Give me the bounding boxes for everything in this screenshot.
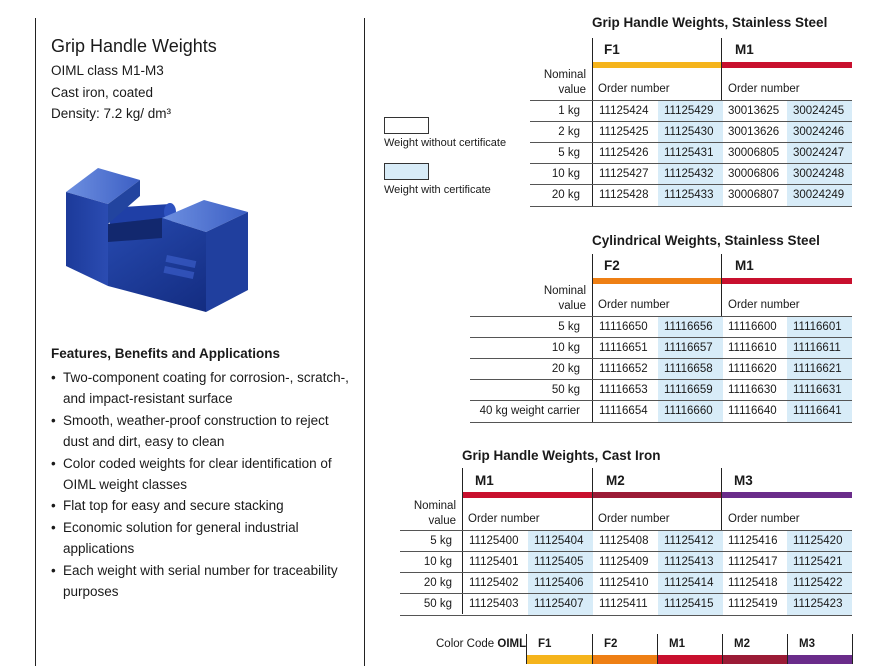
nominal-value-cell: 20 kg [551, 363, 580, 375]
nominal-value-cell: 10 kg [423, 556, 452, 568]
color-code-oiml: OIML [497, 638, 527, 650]
nominal-value-cell: 5 kg [430, 535, 452, 547]
order-number-with-certificate: 11125432 [658, 164, 723, 185]
feature-item: • Each weight with serial number for traceability purposes [51, 560, 351, 603]
order-number-with-certificate: 11125433 [658, 185, 723, 206]
order-number-with-certificate: 11125415 [658, 594, 723, 615]
color-code-bar-f1 [527, 655, 592, 664]
table-title: Grip Handle Weights, Stainless Steel [592, 15, 828, 30]
order-number-with-certificate: 11125420 [787, 531, 852, 552]
color-code-label-f1: F1 [538, 638, 552, 650]
order-number-with-certificate: 11116659 [658, 380, 723, 401]
order-number-header: Order number [468, 513, 540, 525]
legend-with-certificate-label: Weight with certificate [384, 184, 491, 196]
order-number-without-certificate: 11125400 [469, 535, 519, 547]
order-number-with-certificate: 11116660 [658, 401, 723, 422]
order-number-without-certificate: 11125402 [469, 577, 519, 589]
order-number-with-certificate: 11125412 [658, 531, 723, 552]
table-row [530, 142, 852, 164]
order-number-with-certificate: 11125414 [658, 573, 723, 594]
order-number-without-certificate: 11116640 [728, 405, 777, 417]
nominal-value-cell: 1 kg [558, 105, 580, 117]
color-code-m2 [722, 634, 788, 664]
order-number-with-certificate: 11125405 [528, 552, 593, 573]
order-number-with-certificate: 11116658 [658, 359, 723, 380]
feature-item: • Two-component coating for corrosion-, scratch-, and impact-resistant surface [51, 367, 351, 410]
order-number-with-certificate: 30024247 [787, 143, 852, 164]
grip-handle-weight-image [62, 162, 262, 342]
order-number-with-certificate: 11125407 [528, 594, 593, 615]
feature-item: • Smooth, weather-proof construction to reject dust and dirt, easy to clean [51, 410, 351, 453]
table-row [470, 379, 852, 401]
order-number-with-certificate: 11125431 [658, 143, 723, 164]
table-row [400, 551, 852, 573]
order-number-without-certificate: 11116654 [599, 405, 648, 417]
order-number-with-certificate: 11125423 [787, 594, 852, 615]
color-code-prefix: Color Code [436, 638, 498, 650]
order-number-with-certificate: 11125406 [528, 573, 593, 594]
color-code-label-m1: M1 [669, 638, 685, 650]
order-number-without-certificate: 11116650 [599, 321, 648, 333]
order-number-with-certificate: 30024249 [787, 185, 852, 206]
order-number-with-certificate: 11116611 [787, 338, 852, 359]
order-number-without-certificate: 11116600 [728, 321, 777, 333]
features-list [51, 367, 351, 602]
table-row [530, 121, 852, 143]
order-number-without-certificate: 11125416 [728, 535, 778, 547]
nominal-value-header: Nominal value [543, 69, 586, 96]
order-number-with-certificate: 11125421 [787, 552, 852, 573]
color-code-label-f2: F2 [604, 638, 618, 650]
order-number-without-certificate: 11116653 [599, 384, 648, 396]
order-number-without-certificate: 11116630 [728, 384, 777, 396]
order-number-without-certificate: 11125424 [599, 105, 649, 117]
order-number-without-certificate: 11125408 [599, 535, 649, 547]
group-color-bar-m3 [722, 492, 852, 498]
order-number-with-certificate: 30024246 [787, 122, 852, 143]
color-code-m3 [787, 634, 853, 664]
order-number-header: Order number [728, 513, 800, 525]
feature-item: • Flat top for easy and secure stacking [51, 495, 351, 516]
order-number-without-certificate: 30006805 [728, 147, 780, 159]
color-code-bar-m3 [788, 655, 852, 664]
group-label-m2: M2 [606, 473, 625, 488]
legend-without-certificate-label: Weight without certificate [384, 137, 507, 149]
color-code-bar-m2 [723, 655, 788, 664]
table-row [470, 400, 852, 423]
order-number-with-certificate: 11125413 [658, 552, 723, 573]
table-row [470, 316, 852, 338]
table-row [470, 337, 852, 359]
group-label-m1: M1 [735, 42, 754, 57]
order-number-without-certificate: 11125411 [599, 598, 648, 610]
table-row [470, 358, 852, 380]
color-code-bar-f2 [593, 655, 658, 664]
order-number-without-certificate: 11125427 [599, 168, 649, 180]
order-number-without-certificate: 11125419 [728, 598, 778, 610]
nominal-value-cell: 10 kg [551, 342, 580, 354]
color-code-f1 [526, 634, 592, 664]
order-number-without-certificate: 11116652 [599, 363, 648, 375]
color-code-m1 [657, 634, 723, 664]
nominal-value-cell: 2 kg [558, 126, 580, 138]
table-row [530, 163, 852, 185]
group-color-bar-f1 [593, 62, 721, 68]
color-code-label [436, 638, 526, 650]
order-number-without-certificate: 11116651 [599, 342, 648, 354]
nominal-value-cell: 50 kg [423, 598, 452, 610]
nominal-value-cell: 10 kg [551, 168, 580, 180]
group-label-f1: F1 [604, 42, 620, 57]
column-divider [364, 18, 365, 666]
color-code-f2 [592, 634, 658, 664]
nominal-value-cell: 50 kg [551, 384, 580, 396]
order-number-without-certificate: 30013625 [728, 105, 780, 117]
material-info: Cast iron, coated [51, 85, 154, 100]
page-title: Grip Handle Weights [51, 36, 217, 56]
group-color-bar-m2 [593, 492, 721, 498]
order-number-with-certificate: 11116657 [658, 338, 723, 359]
order-number-without-certificate: 11116620 [728, 363, 777, 375]
order-number-with-certificate: 30024245 [787, 101, 852, 122]
table-title: Grip Handle Weights, Cast Iron [462, 448, 661, 463]
group-label-m3: M3 [734, 473, 753, 488]
order-number-with-certificate: 11116621 [787, 359, 852, 380]
order-number-without-certificate: 11125417 [728, 556, 778, 568]
density-info: Density: 7.2 kg/ dm³ [51, 106, 172, 121]
legend-without-certificate-swatch [384, 117, 429, 134]
order-number-without-certificate: 11116610 [728, 342, 777, 354]
nominal-value-cell: 5 kg [558, 321, 580, 333]
color-code-bar-m1 [658, 655, 723, 664]
table-row [530, 100, 852, 122]
group-color-bar-m1 [463, 492, 592, 498]
order-number-with-certificate: 11116631 [787, 380, 852, 401]
order-number-with-certificate: 30024248 [787, 164, 852, 185]
order-number-without-certificate: 11125426 [599, 147, 649, 159]
group-color-bar-m1 [722, 62, 852, 68]
order-number-header: Order number [598, 83, 670, 95]
table-title: Cylindrical Weights, Stainless Steel [592, 233, 820, 248]
order-number-without-certificate: 11125409 [599, 556, 649, 568]
order-number-without-certificate: 11125410 [599, 577, 649, 589]
table-row [400, 572, 852, 594]
order-number-without-certificate: 30013626 [728, 126, 780, 138]
group-color-bar-f2 [593, 278, 721, 284]
group-color-bar-m1 [722, 278, 852, 284]
feature-item: • Economic solution for general industrial applications [51, 517, 351, 560]
table-row [530, 184, 852, 207]
order-number-with-certificate: 11125430 [658, 122, 723, 143]
color-code-label-m2: M2 [734, 638, 750, 650]
nominal-value-cell: 20 kg [551, 189, 580, 201]
order-number-with-certificate: 11116656 [658, 317, 723, 338]
table-row [400, 530, 852, 552]
order-number-header: Order number [728, 83, 800, 95]
left-border-line [35, 18, 36, 666]
order-number-with-certificate: 11116641 [787, 401, 852, 422]
order-number-without-certificate: 11125428 [599, 189, 649, 201]
order-number-without-certificate: 11125401 [469, 556, 519, 568]
nominal-value-cell: 40 kg weight carrier [479, 405, 580, 417]
order-number-with-certificate: 11125429 [658, 101, 723, 122]
order-number-header: Order number [598, 513, 670, 525]
nominal-value-header: Nominal value [413, 500, 456, 527]
order-number-without-certificate: 11125418 [728, 577, 778, 589]
group-label-m1: M1 [475, 473, 494, 488]
feature-item: • Color coded weights for clear identification of OIML weight classes [51, 453, 351, 496]
group-label-m1: M1 [735, 258, 754, 273]
order-number-with-certificate: 11125422 [787, 573, 852, 594]
color-code-label-m3: M3 [799, 638, 815, 650]
order-number-without-certificate: 30006807 [728, 189, 780, 201]
table-row [400, 593, 852, 616]
order-number-header: Order number [728, 299, 800, 311]
features-heading: Features, Benefits and Applications [51, 346, 281, 361]
class-info: OIML class M1-M3 [51, 63, 164, 78]
legend-with-certificate-swatch [384, 163, 429, 180]
nominal-value-cell: 5 kg [558, 147, 580, 159]
group-label-f2: F2 [604, 258, 620, 273]
order-number-with-certificate: 11125404 [528, 531, 593, 552]
order-number-with-certificate: 11116601 [787, 317, 852, 338]
nominal-value-header: Nominal value [543, 285, 586, 312]
order-number-without-certificate: 11125425 [599, 126, 649, 138]
nominal-value-cell: 20 kg [423, 577, 452, 589]
order-number-without-certificate: 30006806 [728, 168, 780, 180]
order-number-without-certificate: 11125403 [469, 598, 519, 610]
order-number-header: Order number [598, 299, 670, 311]
